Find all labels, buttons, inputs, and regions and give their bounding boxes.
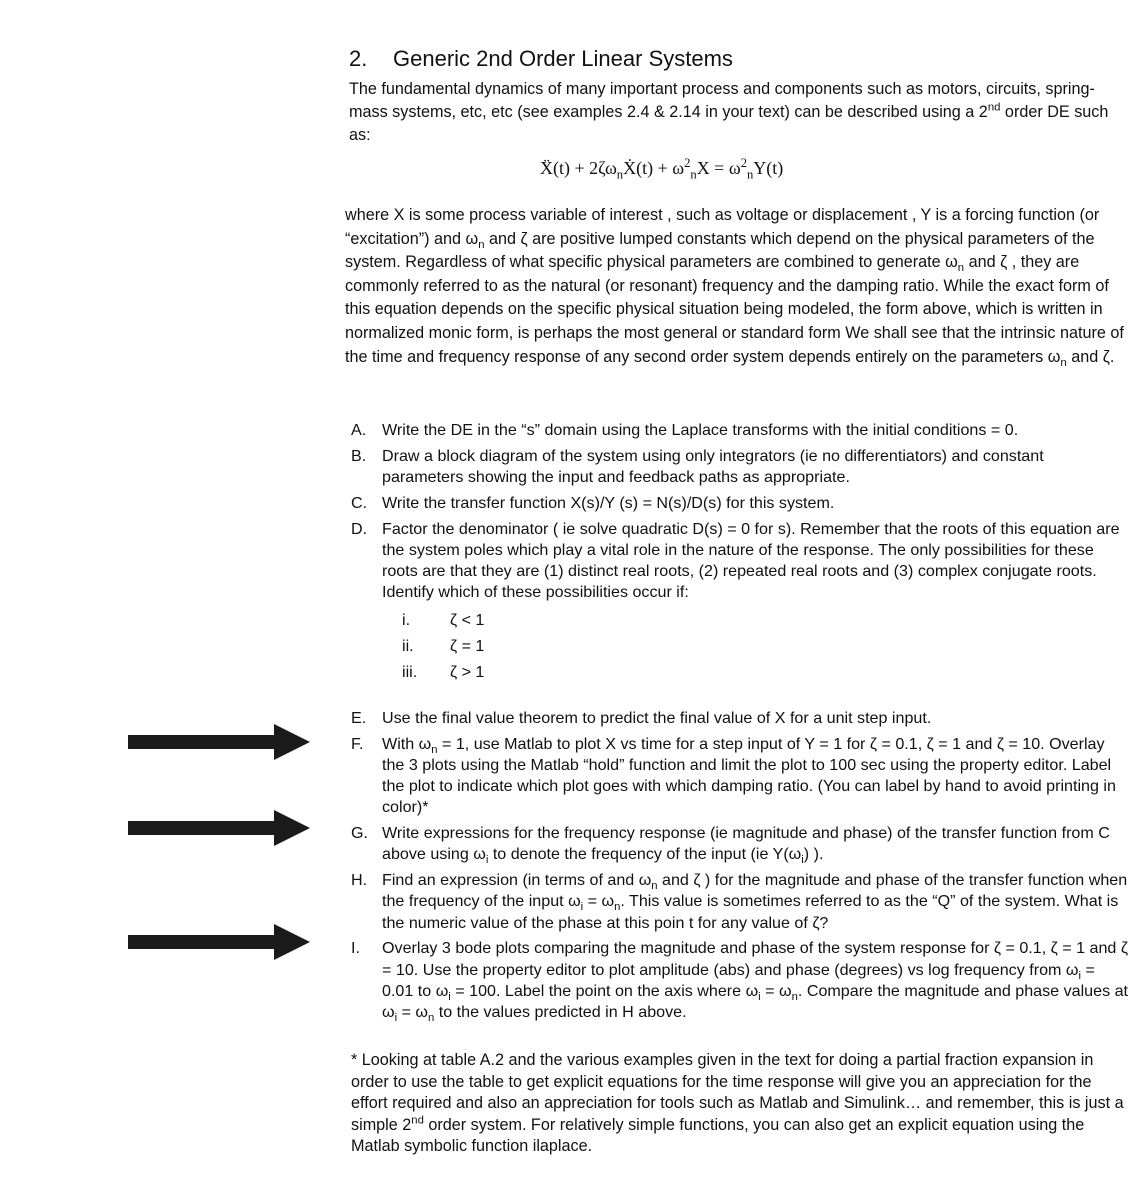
item-text: = 100. Label the point on the axis where ω — [450, 981, 759, 1000]
right-arrow-icon — [128, 810, 310, 846]
question-item-i — [351, 938, 1129, 1023]
intro-paragraph — [349, 78, 1124, 147]
item-sub: n — [614, 901, 621, 914]
section-heading — [349, 46, 733, 72]
eq-sub: n — [616, 167, 624, 182]
sub-case-marker: ii. — [402, 637, 414, 656]
body-sub: n — [957, 262, 965, 275]
footnote — [351, 1050, 1126, 1158]
question-item-h — [351, 870, 1129, 934]
sub-case-list — [382, 607, 1129, 685]
question-item-b — [351, 446, 1129, 488]
footnote-sup: nd — [411, 1114, 424, 1127]
item-marker: F. — [351, 734, 364, 753]
item-marker: D. — [351, 519, 368, 538]
body-text: and ζ , they are commonly referred to as the natural (or resonant) frequency and the damping ratio. While the exact form of this equation depends on the specific physical situation being modeled, the form above, which is written in normalized monic form, is perhaps the most general or standard form We shall see that the intrinsic nature of the time and frequency response of any second order system depends entirely on the parameters ω — [345, 253, 1124, 366]
question-item-e — [351, 708, 1129, 729]
item-sub: i — [485, 854, 489, 867]
section-title: Generic 2nd Order Linear Systems — [393, 46, 733, 71]
eq-sub: n — [690, 167, 697, 182]
section-number: 2. — [349, 46, 368, 71]
eq-part: Ẍ(t) + 2ζω — [540, 158, 617, 178]
sub-case-item — [402, 607, 1129, 633]
item-text: = 0.01 to ω — [382, 960, 1095, 1000]
item-text: = ω — [760, 981, 792, 1000]
item-sub: i — [801, 854, 804, 867]
item-sub: n — [431, 744, 438, 757]
question-item-a — [351, 420, 1129, 441]
item-marker: A. — [351, 421, 367, 439]
item-text: Factor the denominator ( ie solve quadratic D(s) = 0 for s). Remember that the roots of this equation are the system poles which play a vital role in the nature of the response. The only possibilities for these roots are that they are (1) distinct real roots, (2) repeated real roots and (3) complex conjugate roots. Identify which of these possibilities occur if: — [382, 519, 1120, 602]
item-text: Write expressions for the frequency response (ie magnitude and phase) of the transfer function from C above using ω — [382, 824, 1110, 864]
item-sub: n — [791, 991, 798, 1004]
body-text: and ζ are positive lumped constants which depend on the physical parameters of the system. Regardless of what specific physical parameters are combined to generate ω — [345, 229, 1095, 272]
item-text: and ζ ) for the magnitude and phase of the transfer function when the frequency of the input ω — [382, 871, 1128, 911]
footnote-text: * Looking at table A.2 and the various examples given in the text for doing a partial fraction expansion in order to use the table to get explicit equations for the time response will give you an appreciation for the effort required and also an appreciation for tools such as Matlab and Simulink… and remember, this is just a simple 2 — [351, 1051, 1124, 1134]
eq-sup: 2 — [684, 156, 691, 170]
item-sub: i — [394, 1012, 398, 1025]
item-sub: i — [580, 901, 584, 914]
item-marker: G. — [351, 824, 368, 843]
sub-case-item — [402, 633, 1129, 659]
item-marker: E. — [351, 709, 367, 727]
question-list — [351, 420, 1129, 1028]
item-text: to the values predicted in H above. — [434, 1003, 687, 1022]
body-text: and ζ. — [1066, 347, 1115, 366]
item-text: Draw a block diagram of the system using only integrators (ie no differentiators) and constant parameters showing the input and feedback paths as appropriate. — [382, 446, 1044, 486]
item-sub: n — [651, 880, 658, 893]
intro-text: The fundamental dynamics of many important process and components such as motors, circuits, spring-mass systems, etc, etc (see examples 2.4 & 2.14 in your text) can be described using a 2 — [349, 80, 1095, 121]
item-text: Find an expression (in terms of and ω — [382, 871, 652, 890]
question-item-g — [351, 823, 1129, 865]
question-item-c — [351, 493, 1129, 514]
item-sub: i — [1078, 969, 1081, 982]
spacer — [382, 685, 1129, 703]
item-marker: C. — [351, 493, 368, 512]
sub-case-item — [402, 659, 1129, 685]
item-text: Use the final value theorem to predict the final value of X for a unit step input. — [382, 709, 932, 727]
eq-sup: 2 — [740, 156, 747, 170]
item-text: ) ). — [803, 845, 824, 864]
sub-case-marker: i. — [402, 611, 411, 630]
intro-sup: nd — [987, 101, 1001, 114]
body-paragraph — [345, 204, 1125, 369]
body-text: where X is some process variable of interest , such as voltage or displacement , Y is a forcing function (or “excitation”) and ω — [345, 206, 1100, 248]
item-text: . This value is sometimes referred to as the “Q” of the system. What is the numeric value of the phase at this poin t for any value of ζ? — [382, 892, 1119, 932]
item-marker: I. — [351, 939, 360, 958]
item-sub: n — [428, 1012, 435, 1025]
item-text: . Compare the magnitude and phase values at ω — [382, 981, 1129, 1022]
sub-case-text: ζ < 1 — [450, 611, 485, 630]
question-item-d — [351, 519, 1129, 704]
item-text: Write the transfer function X(s)/Y (s) = N(s)/D(s) for this system. — [382, 493, 835, 512]
differential-equation — [540, 156, 784, 182]
body-sub: n — [1060, 356, 1067, 369]
item-text: = 1, use Matlab to plot X vs time for a step input of Y = 1 for ζ = 0.1, ζ = 1 and ζ = 10. Overlay the 3 plots using the Matlab “hold” function and limit the plot to 100 sec using the property editor. Label the plot to indicate which plot goes with which damping ratio. (You can label by hand to avoid printing in color)* — [382, 734, 1116, 817]
item-sub: i — [448, 991, 451, 1004]
item-text: Overlay 3 bode plots comparing the magnitude and phase of the system response for ζ = 0.1, ζ = 1 and ζ = 10. Use the property editor to plot amplitude (abs) and phase (degrees) vs log frequency from ω — [382, 939, 1128, 979]
right-arrow-icon — [128, 724, 310, 760]
item-marker: H. — [351, 871, 368, 890]
item-sub: i — [758, 991, 761, 1004]
sub-case-marker: iii. — [402, 663, 418, 682]
footnote-text-end: order system. For relatively simple functions, you can also get an explicit equation using the Matlab symbolic function ilaplace. — [351, 1115, 1085, 1155]
item-text: = ω — [397, 1003, 429, 1022]
intro-text-end: order DE such as: — [349, 103, 1109, 144]
sub-case-text: ζ = 1 — [450, 637, 485, 656]
body-sub: n — [478, 238, 485, 251]
item-text: = ω — [583, 892, 615, 911]
eq-part: X = ω — [696, 158, 741, 178]
sub-case-text: ζ > 1 — [450, 663, 485, 682]
right-arrow-icon — [128, 924, 310, 960]
eq-part: Y(t) — [753, 158, 784, 178]
eq-part: Ẋ(t) + ω — [623, 158, 685, 178]
item-text: to denote the frequency of the input (ie Y(ω — [488, 845, 802, 864]
item-text: Write the DE in the “s” domain using the Laplace transforms with the initial conditions = 0. — [382, 421, 1019, 439]
item-text: With ω — [382, 734, 432, 753]
question-item-f — [351, 734, 1129, 819]
eq-sub: n — [746, 167, 754, 182]
item-marker: B. — [351, 446, 367, 465]
